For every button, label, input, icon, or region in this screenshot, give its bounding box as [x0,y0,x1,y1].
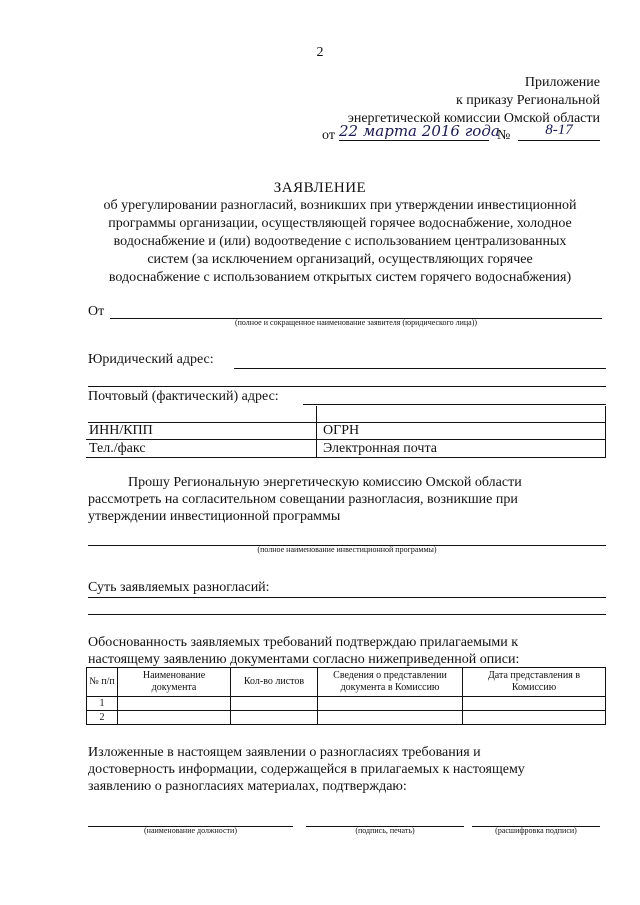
table-header-row [87,668,606,697]
row-document-name[interactable] [118,697,231,711]
subtitle-line-2: программы организации, осуществляющей горячее водоснабжение, холодное [108,216,572,231]
legal-address-label: Юридический адрес: [88,352,214,367]
order-number-handwritten: 8-17 [518,122,600,141]
postal-address-label: Почтовый (фактический) адрес: [88,389,279,404]
page-number: 2 [316,45,324,60]
signature-note: (подпись, печать) [355,826,415,835]
legal-address-field[interactable] [234,368,606,369]
subtitle-line-5: водоснабжение с использованием открытых систем горячего водоснабжения) [108,270,572,285]
row-submission-info[interactable] [318,711,463,725]
header-submission-date: Дата представления в Комиссию [463,668,606,697]
row-number: 2 [87,711,118,725]
table-row [86,422,606,440]
disagreement-field-line-1[interactable] [88,597,606,598]
row-sheet-count[interactable] [231,697,318,711]
row-number: 1 [87,697,118,711]
request-line-2: рассмотреть на согласительном совещании разногласия, возникшие при [88,492,518,507]
justification-paragraph [88,634,604,668]
row-submission-date[interactable] [463,711,606,725]
confirmation-line-1: Изложенные в настоящем заявлении о разногласиях требования и [88,745,481,760]
table-row [86,440,606,458]
subtitle-line-1: об урегулировании разногласий, возникших при утверждении инвестиционной [103,198,577,213]
phone-fax-label: Тел./факс [86,440,320,458]
table-row [87,697,606,711]
row-submission-info[interactable] [318,697,463,711]
justification-line-2: настоящему заявлению документами согласно нижеприведенной описи: [88,652,520,667]
request-paragraph [88,474,604,525]
document-subtitle [80,197,600,287]
info-table-divider [316,406,317,458]
subtitle-line-4: систем (за исключением организаций, осуществляющих горячее [147,252,533,267]
confirmation-paragraph [88,744,604,795]
applicant-info-table [86,422,606,458]
subtitle-line-3: водоснабжение и (или) водоотведение с использованием централизованных [113,234,567,249]
ogrn-label: ОГРН [320,422,606,440]
position-note: (наименование должности) [144,826,237,835]
confirmation-line-2: достоверность информации, содержащейся в прилагаемых к настоящему [88,762,525,777]
info-table-right-border [605,406,606,458]
document-title: ЗАЯВЛЕНИЕ [273,180,367,196]
from-label: От [88,304,105,319]
appendix-line-3: энергетической комиссии Омской области [347,111,600,126]
email-label: Электронная почта [320,440,606,458]
justification-line-1: Обоснованность заявляемых требований подтверждаю прилагаемыми к [88,635,519,650]
header-document-name: Наименование документа [118,668,231,697]
header-number: № п/п [87,668,118,697]
legal-address-field-line-2[interactable] [88,386,606,387]
signature-decoding-note: (расшифровка подписи) [495,826,577,835]
appendix-line-1: Приложение [524,75,600,90]
row-document-name[interactable] [118,711,231,725]
confirmation-line-3: заявлению о разногласиях материалах, подтверждаю: [88,779,407,794]
order-from-prefix: от [322,128,335,143]
documents-table [86,667,606,725]
applicant-name-note: (полное и сокращенное наименование заявителя (юридического лица)) [234,318,478,327]
request-line-1: Прошу Региональную энергетическую комиссию Омской области [128,475,522,490]
header-submission-info: Сведения о представлении документа в Комиссию [318,668,463,697]
row-sheet-count[interactable] [231,711,318,725]
appendix-line-2: к приказу Региональной [455,93,600,108]
disagreement-label: Суть заявляемых разногласий: [88,580,270,595]
order-number-prefix: № [497,128,511,143]
postal-address-field[interactable] [303,404,606,405]
request-line-3: утверждении инвестиционной программы [88,509,341,524]
row-submission-date[interactable] [463,697,606,711]
order-date-handwritten: 22 марта 2016 года [339,122,500,140]
disagreement-field-line-2[interactable] [88,614,606,615]
table-row [87,711,606,725]
header-sheet-count: Кол-во листов [231,668,318,697]
appendix-block [348,74,600,128]
investment-program-note: (полное наименование инвестиционной программы) [257,545,437,554]
inn-kpp-label: ИНН/КПП [86,422,320,440]
